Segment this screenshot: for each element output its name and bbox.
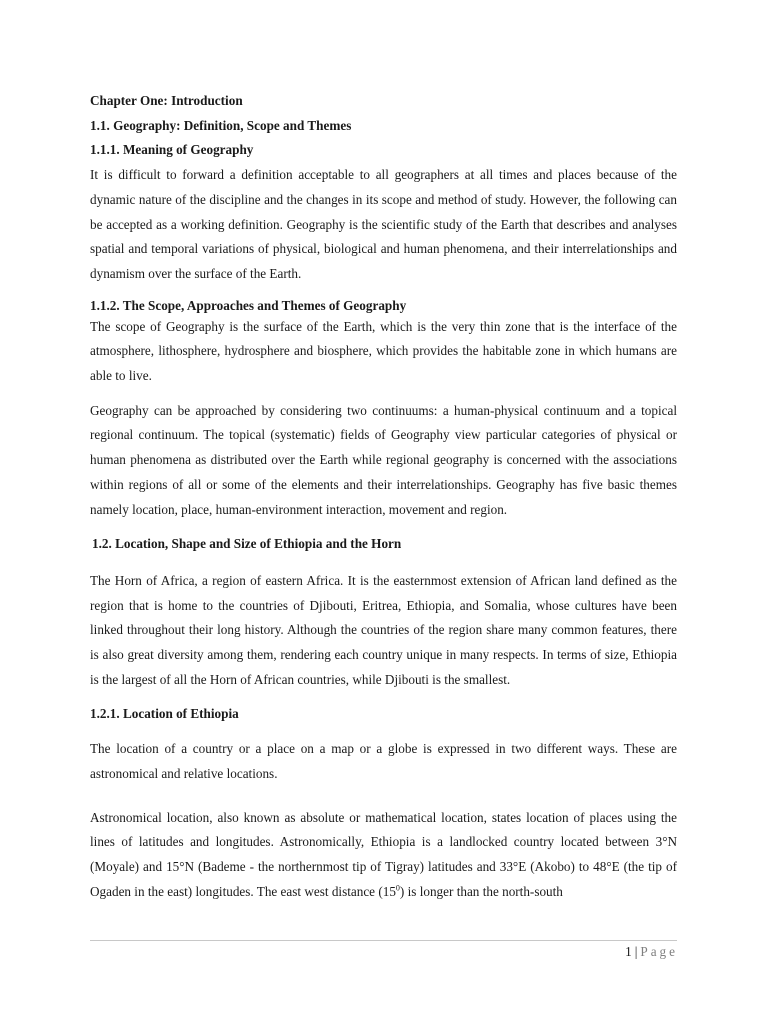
section-heading-1-2: 1.2. Location, Shape and Size of Ethiopia and the Horn — [92, 536, 402, 552]
paragraph-astronomical-location — [90, 806, 677, 905]
footer-separator: | — [634, 944, 638, 959]
degree-superscript: 0 — [395, 883, 400, 893]
paragraph-approaches: Geography can be approached by considering two continuums: a human-physical continuum and a topical regional continuum. The topical (systematic) fields of Geography view particular categories of physical or human phenomena as distributed over the Earth while regional geography is concerned with the associations within regions of all or some of the elements and their interrelationships. Geography has five basic themes namely location, place, human-environment interaction, movement and region. — [90, 402, 677, 517]
astronomical-text-part-2: ) is longer than the north-south — [399, 883, 563, 899]
document-body — [90, 89, 677, 904]
section-heading-1-2-1: 1.2.1. Location of Ethiopia — [90, 706, 239, 722]
paragraph-meaning-of-geography: It is difficult to forward a definition acceptable to all geographers at all times and places because of the dynamic nature of the discipline and the changes in its scope and method of study. However, the following can be accepted as a working definition. Geography is the scientific study of the Earth that describes and analyses spatial and temporal variations of physical, biological and human phenomena, and their interrelationships and dynamism over the surface of the Earth. — [90, 167, 677, 281]
section-heading-1-1-2: 1.1.2. The Scope, Approaches and Themes of Geography — [90, 297, 407, 313]
paragraph-horn-of-africa: The Horn of Africa, a region of eastern Africa. It is the easternmost extension of African land defined as the region that is home to the countries of Djibouti, Eritrea, Ethiopia, and Somalia, whose cultures have been linked throughout their long history. Although the countries of the region share many common features, there is also great diversity among them, rendering each country unique in many respects. In terms of size, Ethiopia is the largest of all the Horn of African countries, while Djibouti is the smallest. — [90, 572, 677, 687]
page-footer — [625, 942, 678, 962]
page-label: Page — [640, 944, 678, 959]
chapter-title: Chapter One: Introduction — [90, 93, 243, 108]
paragraph-scope: The scope of Geography is the surface of the Earth, which is the very thin zone that is the interface of the atmosphere, lithosphere, hydrosphere and biosphere, which provides the habitable zone in which humans are able to live. — [90, 318, 677, 384]
astronomical-text-part-1: Astronomical location, also known as absolute or mathematical location, states location of places using the lines of latitudes and longitudes. Astronomically, Ethiopia is a landlocked country located between 3°N (Moyale) and 15°N (Bademe - the northernmost tip of Tigray) latitudes and 33°E (Akobo) to 48°E (the tip of Ogaden in the east) longitudes. The east west distance (15 — [90, 809, 677, 899]
section-heading-1-1: 1.1. Geography: Definition, Scope and Themes — [90, 117, 352, 133]
footer-divider — [90, 940, 677, 941]
paragraph-location: The location of a country or a place on a map or a globe is expressed in two different ways. These are astronomical and relative locations. — [90, 741, 677, 781]
page-number: 1 — [625, 944, 632, 959]
section-heading-1-1-1: 1.1.1. Meaning of Geography — [90, 142, 254, 158]
